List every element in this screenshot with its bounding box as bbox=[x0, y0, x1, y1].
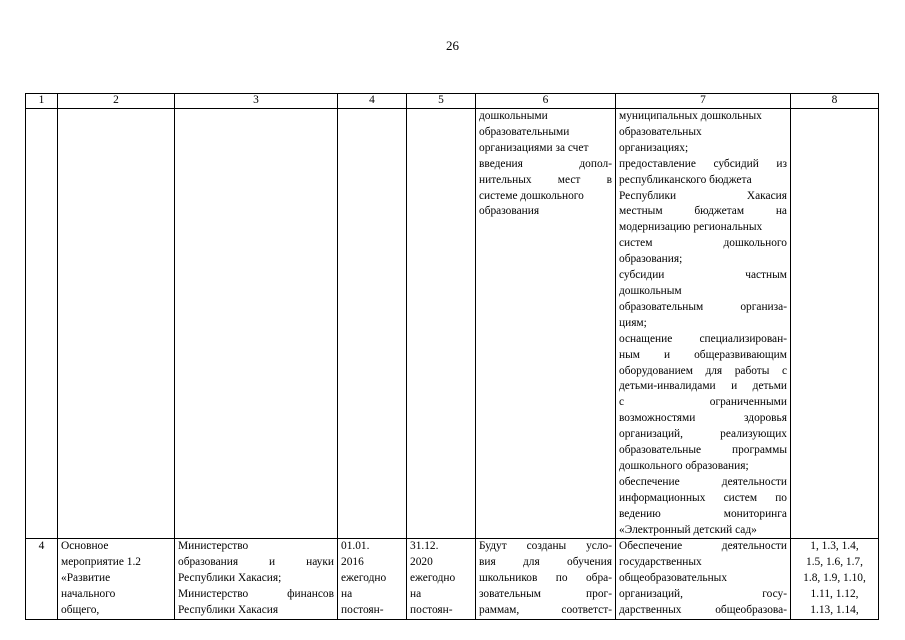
cell-empty-2 bbox=[58, 109, 175, 539]
text-line: ведению мониторинга bbox=[619, 507, 787, 520]
text-line: организациях; bbox=[619, 141, 689, 154]
text-line: постоян- bbox=[341, 604, 384, 617]
text-line: 2016 bbox=[341, 556, 364, 569]
text-line: муниципальных дошкольных bbox=[619, 110, 762, 122]
table-row-4 bbox=[26, 539, 879, 620]
text-line: ным и общеразвивающим bbox=[619, 348, 787, 361]
cell-indicators bbox=[791, 539, 879, 620]
cell-responsible bbox=[175, 539, 338, 620]
text-line: школьников по обра- bbox=[479, 572, 612, 585]
text-line: организаций, реализующих bbox=[619, 428, 787, 441]
text-line: 2020 bbox=[410, 556, 433, 569]
header-cell-6: 6 bbox=[476, 94, 616, 109]
text-line: образовательные программы bbox=[619, 444, 787, 457]
text-line: образования и науки bbox=[178, 556, 334, 569]
cell-empty-4 bbox=[338, 109, 407, 539]
header-cell-4: 4 bbox=[338, 94, 407, 109]
text-line: информационных систем по bbox=[619, 491, 787, 504]
text-line: ежегодно bbox=[341, 572, 387, 585]
cell-empty-1 bbox=[26, 109, 58, 539]
row-number: 4 bbox=[26, 539, 58, 620]
text-line: Обеспечение деятельности bbox=[619, 540, 787, 553]
text-line: Основное bbox=[61, 540, 109, 553]
cell-activity-directions bbox=[616, 109, 791, 539]
cell-expected-result bbox=[476, 109, 616, 539]
page-number: 26 bbox=[446, 38, 459, 53]
text-line: оборудованием для работы с bbox=[619, 364, 787, 377]
text-line: предоставление субсидий из bbox=[619, 157, 787, 170]
text-line: субсидии частным bbox=[619, 269, 787, 282]
text-line: 31.12. bbox=[410, 540, 439, 553]
text-line: местным бюджетам на bbox=[619, 205, 787, 218]
header-cell-1: 1 bbox=[26, 94, 58, 109]
cell-expected-result bbox=[476, 539, 616, 620]
header-cell-8: 8 bbox=[791, 94, 879, 109]
text-line: Республики Хакасия bbox=[619, 189, 787, 202]
cell-activity-name bbox=[58, 539, 175, 620]
header-cell-3: 3 bbox=[175, 94, 338, 109]
text-line: ежегодно bbox=[410, 572, 456, 585]
text-line: с ограниченными bbox=[619, 396, 787, 409]
text-line: начального bbox=[61, 588, 116, 601]
cell-empty-5 bbox=[407, 109, 476, 539]
text-line: нительных мест в bbox=[479, 173, 612, 186]
text-line: системе дошкольного bbox=[479, 189, 584, 202]
text-line: дарственных общеобразова- bbox=[619, 604, 787, 617]
text-line: образования bbox=[479, 205, 540, 218]
text-line: организациями за счет bbox=[479, 141, 589, 154]
text-line: введения допол- bbox=[479, 157, 612, 170]
text-line: образовательными bbox=[479, 125, 570, 138]
cell-end-date bbox=[407, 539, 476, 620]
text-line: Будут созданы усло- bbox=[479, 540, 612, 553]
text-line: систем дошкольного bbox=[619, 237, 787, 250]
text-line: «Электронный детский сад» bbox=[619, 523, 757, 536]
cell-start-date bbox=[338, 539, 407, 620]
text-line: 1.13, 1.14, bbox=[810, 604, 859, 617]
text-line: государственных bbox=[619, 556, 702, 569]
text-line: Республики Хакасия; bbox=[178, 572, 282, 585]
text-line: Министерство финансов bbox=[178, 588, 334, 601]
text-line: модернизацию региональных bbox=[619, 221, 763, 234]
cell-empty-3 bbox=[175, 109, 338, 539]
header-row bbox=[26, 94, 879, 109]
text-line: 1, 1.3, 1.4, bbox=[810, 540, 859, 553]
text-line: образовательных bbox=[619, 125, 702, 138]
header-cell-5: 5 bbox=[407, 94, 476, 109]
text-line: общеобразовательных bbox=[619, 572, 728, 585]
text-line: обеспечение деятельности bbox=[619, 475, 787, 488]
text-line: на bbox=[410, 588, 422, 601]
header-cell-2: 2 bbox=[58, 94, 175, 109]
text-line: детьми-инвалидами и детьми bbox=[619, 380, 787, 393]
text-line: мероприятие 1.2 bbox=[61, 556, 141, 569]
text-line: возможностями здоровья bbox=[619, 412, 787, 425]
text-line: «Развитие bbox=[61, 572, 111, 585]
header-cell-7: 7 bbox=[616, 94, 791, 109]
text-line: вия для обучения bbox=[479, 556, 612, 569]
text-line: циям; bbox=[619, 316, 647, 329]
text-line: дошкольного образования; bbox=[619, 459, 749, 472]
program-table bbox=[25, 93, 879, 620]
text-line: республиканского бюджета bbox=[619, 173, 752, 186]
text-line: дошкольными bbox=[479, 110, 548, 122]
text-line: Министерство bbox=[178, 540, 249, 553]
text-line: на bbox=[341, 588, 353, 601]
text-line: 1.11, 1.12, bbox=[810, 588, 859, 601]
text-line: 1.5, 1.6, 1.7, bbox=[806, 556, 863, 569]
cell-activity-directions bbox=[616, 539, 791, 620]
text-line: 1.8, 1.9, 1.10, bbox=[803, 572, 866, 585]
text-line: Республики Хакасия bbox=[178, 604, 279, 617]
table-row-continued bbox=[26, 109, 879, 539]
text-line: 01.01. bbox=[341, 540, 370, 553]
cell-empty-8 bbox=[791, 109, 879, 539]
text-line: раммам, соответст- bbox=[479, 604, 612, 617]
text-line: образования; bbox=[619, 253, 683, 266]
text-line: зовательным прог- bbox=[479, 588, 612, 601]
text-line: оснащение специализирован- bbox=[619, 332, 787, 345]
text-line: дошкольным bbox=[619, 284, 682, 297]
text-line: постоян- bbox=[410, 604, 453, 617]
text-line: общего, bbox=[61, 604, 100, 617]
text-line: организаций, госу- bbox=[619, 588, 787, 601]
text-line: образовательным организа- bbox=[619, 300, 787, 313]
